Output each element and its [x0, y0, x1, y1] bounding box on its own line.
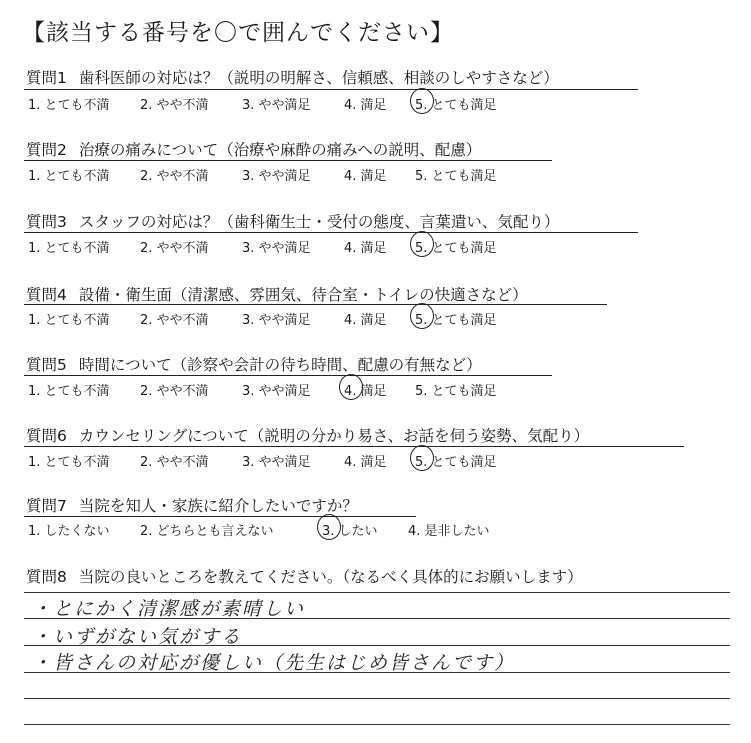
q5-option-5[interactable]: 5. とても満足: [415, 384, 497, 399]
q7-option-2[interactable]: 2. どちらとも言えない: [140, 524, 274, 539]
question-4-text: 設備・衛生面（清潔感、雰囲気、待合室・トイレの快適さなど）: [78, 286, 528, 304]
q2-option-5[interactable]: 5. とても満足: [415, 169, 497, 184]
q7-option-1[interactable]: 1. したくない: [28, 524, 110, 539]
answer-line-5: [24, 698, 730, 699]
question-2-number: 質問2: [26, 141, 67, 159]
question-4-title: [26, 283, 528, 305]
question-3-text: スタッフの対応は？（歯科衛生士・受付の態度、言葉遣い、気配り）: [78, 213, 560, 231]
q6-selected-circle: [410, 445, 434, 471]
q7-option-4[interactable]: 4. 是非したい: [408, 524, 490, 539]
q5-option-2[interactable]: 2. やや不満: [140, 384, 209, 399]
handwritten-answer-3: ・皆さんの対応が優しい（先生はじめ皆さんです）: [32, 652, 516, 674]
question-1-text: 歯科医師の対応は？（説明の明解さ、信頼感、相談のしやすさなど）: [78, 69, 559, 87]
question-3-underline: [24, 232, 638, 233]
q4-option-4[interactable]: 4. 満足: [344, 313, 387, 328]
question-1-title: [26, 66, 559, 88]
q1-selected-circle: [410, 88, 434, 114]
question-4-underline: [24, 304, 607, 305]
q1-option-2[interactable]: 2. やや不満: [140, 98, 209, 113]
answer-line-1: [24, 592, 730, 593]
q4-option-2[interactable]: 2. やや不満: [140, 313, 209, 328]
q2-option-4[interactable]: 4. 満足: [344, 169, 387, 184]
q3-option-2[interactable]: 2. やや不満: [140, 241, 209, 256]
question-1-underline: [24, 89, 638, 90]
handwritten-answer-1: ・とにかく清潔感が素晴しい: [32, 598, 306, 620]
question-7-title: [26, 494, 358, 516]
question-8-text: 当院の良いところを教えてください。（なるべく具体的にお願いします）: [78, 568, 583, 586]
question-2-underline: [24, 160, 552, 161]
q2-option-1[interactable]: 1. とても不満: [28, 169, 110, 184]
question-6-number: 質問6: [26, 427, 67, 445]
q6-option-1[interactable]: 1. とても不満: [28, 455, 110, 470]
q6-option-4[interactable]: 4. 満足: [344, 455, 387, 470]
question-6-text: カウンセリングについて（説明の分かり易さ、お話を伺う姿勢、気配り）: [78, 427, 590, 445]
q2-option-2[interactable]: 2. やや不満: [140, 169, 209, 184]
q7-selected-circle: [317, 514, 341, 540]
question-5-title: [26, 353, 482, 375]
question-7-underline: [24, 516, 416, 517]
instruction-header: 【該当する番号を〇で囲んでください】: [22, 20, 454, 46]
q1-option-4[interactable]: 4. 満足: [344, 98, 387, 113]
q1-option-5[interactable]: 5. とても満足: [415, 94, 497, 113]
q1-option-1[interactable]: 1. とても不満: [28, 98, 110, 113]
q5-option-3[interactable]: 3. やや満足: [242, 384, 311, 399]
question-3-number: 質問3: [26, 213, 67, 231]
q6-option-2[interactable]: 2. やや不満: [140, 455, 209, 470]
question-5-text: 時間について（診察や会計の待ち時間、配慮の有無など）: [78, 356, 482, 374]
q6-option-3[interactable]: 3. やや満足: [242, 455, 311, 470]
q3-selected-circle: [410, 231, 434, 257]
question-4-number: 質問4: [26, 286, 67, 304]
q4-selected-circle: [410, 303, 434, 329]
q4-option-3[interactable]: 3. やや満足: [242, 313, 311, 328]
q2-option-3[interactable]: 3. やや満足: [242, 169, 311, 184]
q7-option-3[interactable]: 3. したい: [322, 520, 378, 539]
question-3-title: [26, 210, 559, 232]
q5-selected-circle: [339, 374, 363, 400]
answer-line-6: [24, 724, 730, 725]
question-6-title: [26, 424, 589, 446]
question-2-title: [26, 138, 481, 160]
question-1-number: 質問1: [26, 69, 67, 87]
q6-option-5[interactable]: 5. とても満足: [415, 451, 497, 470]
q4-option-5[interactable]: 5. とても満足: [415, 309, 497, 328]
question-7-text: 当院を知人・家族に紹介したいですか？: [78, 497, 358, 515]
question-5-underline: [24, 375, 552, 376]
q5-option-1[interactable]: 1. とても不満: [28, 384, 110, 399]
question-2-text: 治療の痛みについて（治療や麻酔の痛みへの説明、配慮）: [78, 141, 482, 159]
q3-option-3[interactable]: 3. やや満足: [242, 241, 311, 256]
q3-option-4[interactable]: 4. 満足: [344, 241, 387, 256]
q3-option-1[interactable]: 1. とても不満: [28, 241, 110, 256]
question-7-number: 質問7: [26, 497, 67, 515]
question-6-underline: [24, 446, 684, 447]
q4-option-1[interactable]: 1. とても不満: [28, 313, 110, 328]
q5-option-4[interactable]: 4. 満足: [344, 380, 387, 399]
q1-option-3[interactable]: 3. やや満足: [242, 98, 311, 113]
question-8-number: 質問8: [26, 568, 67, 586]
handwritten-answer-2: ・いずがない気がする: [32, 626, 243, 648]
q3-option-5[interactable]: 5. とても満足: [415, 237, 497, 256]
question-5-number: 質問5: [26, 356, 67, 374]
question-8-title: [26, 565, 583, 587]
